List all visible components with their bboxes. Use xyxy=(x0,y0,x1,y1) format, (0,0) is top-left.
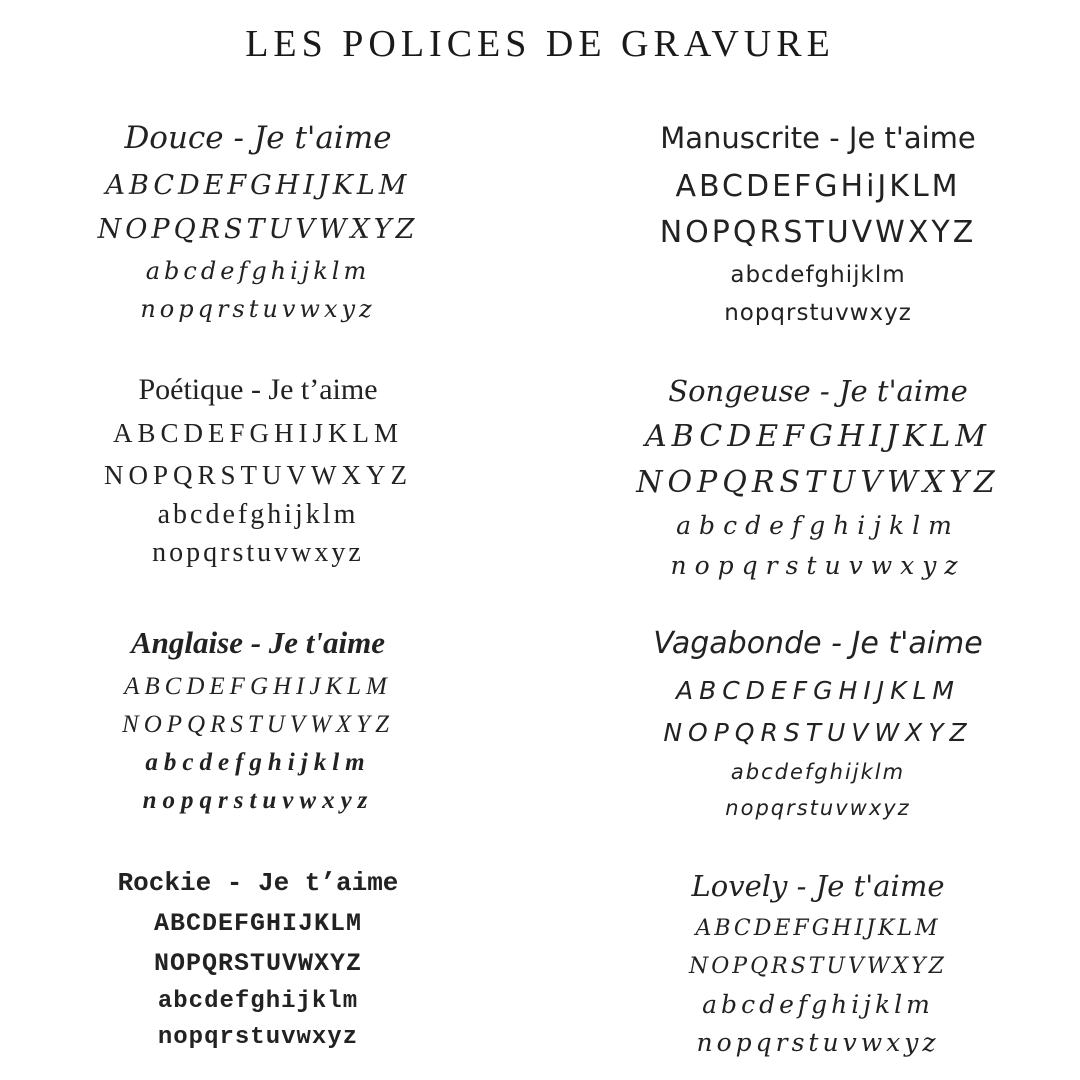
uppercase-row-1: ABCDEFGHiJKLM xyxy=(675,169,961,204)
lowercase-row-2: nopqrstuvwxyz xyxy=(140,295,376,323)
uppercase-row-1: ABCDEFGHIJKLM xyxy=(105,170,411,201)
font-sample-songeuse xyxy=(578,368,1058,586)
font-sample-lovely xyxy=(578,862,1058,1062)
font-sample-title: Poétique - Je t’aime xyxy=(138,373,378,406)
lowercase-row-2: nopqrstuvwxyz xyxy=(157,1024,359,1051)
lowercase-row-1: abcdefghijklm xyxy=(730,760,906,784)
font-sample-title: Manuscrite - Je t'aime xyxy=(660,121,976,155)
lowercase-row-1: abcdefghijklm xyxy=(157,988,359,1015)
uppercase-row-2: NOPQRSTUVWXYZ xyxy=(659,215,977,250)
lowercase-row-2: nopqrstuvwxyz xyxy=(152,537,364,568)
font-sample-manuscrite xyxy=(578,112,1058,332)
lowercase-row-1: abcdefghijklm xyxy=(730,262,906,288)
font-sample-rockie xyxy=(18,862,498,1056)
uppercase-row-2: NOPQRSTUVWXYZ xyxy=(104,460,412,490)
lowercase-row-2: nopqrstuvwxyz xyxy=(670,551,966,580)
font-sample-douce xyxy=(18,112,498,328)
lowercase-row-1: abcdefghijklm xyxy=(145,749,371,776)
lowercase-row-2: nopqrstuvwxyz xyxy=(724,300,912,326)
uppercase-row-2: NOPQRSTUVWXYZ xyxy=(636,465,1000,500)
lowercase-row-1: abcdefghijklm xyxy=(157,499,359,530)
uppercase-row-1: ABCDEFGHIJKLM xyxy=(695,916,941,941)
lowercase-row-1: abcdefghijklm xyxy=(702,990,934,1019)
font-sample-poetique xyxy=(18,368,498,572)
uppercase-row-2: NOPQRSTUVWXYZ xyxy=(122,711,394,738)
uppercase-row-1: ABCDEFGHIJKLM xyxy=(644,419,992,454)
uppercase-row-2: NOPQRSTUVWXYZ xyxy=(153,949,363,978)
uppercase-row-2: NOPQRSTUVWXYZ xyxy=(689,954,947,979)
lowercase-row-2: nopqrstuvwxyz xyxy=(696,1028,940,1057)
uppercase-row-1: ABCDEFGHIJKLM xyxy=(124,673,392,700)
font-sample-vagabonde xyxy=(578,618,1058,826)
font-sample-title: Rockie - Je t’aime xyxy=(117,868,399,898)
lowercase-row-2: nopqrstuvwxyz xyxy=(725,796,911,820)
lowercase-row-1: abcdefghijklm xyxy=(676,511,960,540)
lowercase-row-2: nopqrstuvwxyz xyxy=(142,787,374,814)
page-title: LES POLICES DE GRAVURE xyxy=(245,23,835,65)
font-sample-anglaise xyxy=(18,618,498,820)
font-sample-title: Vagabonde - Je t'aime xyxy=(653,626,983,661)
uppercase-row-2: NOPQRSTUVWXYZ xyxy=(97,214,419,245)
uppercase-row-1: ABCDEFGHIJKLM xyxy=(153,909,363,938)
lowercase-row-1: abcdefghijklm xyxy=(145,257,371,285)
font-sample-title: Anglaise - Je t'aime xyxy=(130,625,385,660)
font-sample-title: Lovely - Je t'aime xyxy=(691,869,945,903)
font-sample-title: Douce - Je t'aime xyxy=(124,120,392,156)
uppercase-row-2: NOPQRSTUVWXYZ xyxy=(663,718,973,747)
uppercase-row-1: ABCDEFGHIJKLM xyxy=(676,676,960,705)
uppercase-row-1: ABCDEFGHIJKLM xyxy=(112,418,404,448)
font-sample-title: Songeuse - Je t'aime xyxy=(668,374,968,408)
